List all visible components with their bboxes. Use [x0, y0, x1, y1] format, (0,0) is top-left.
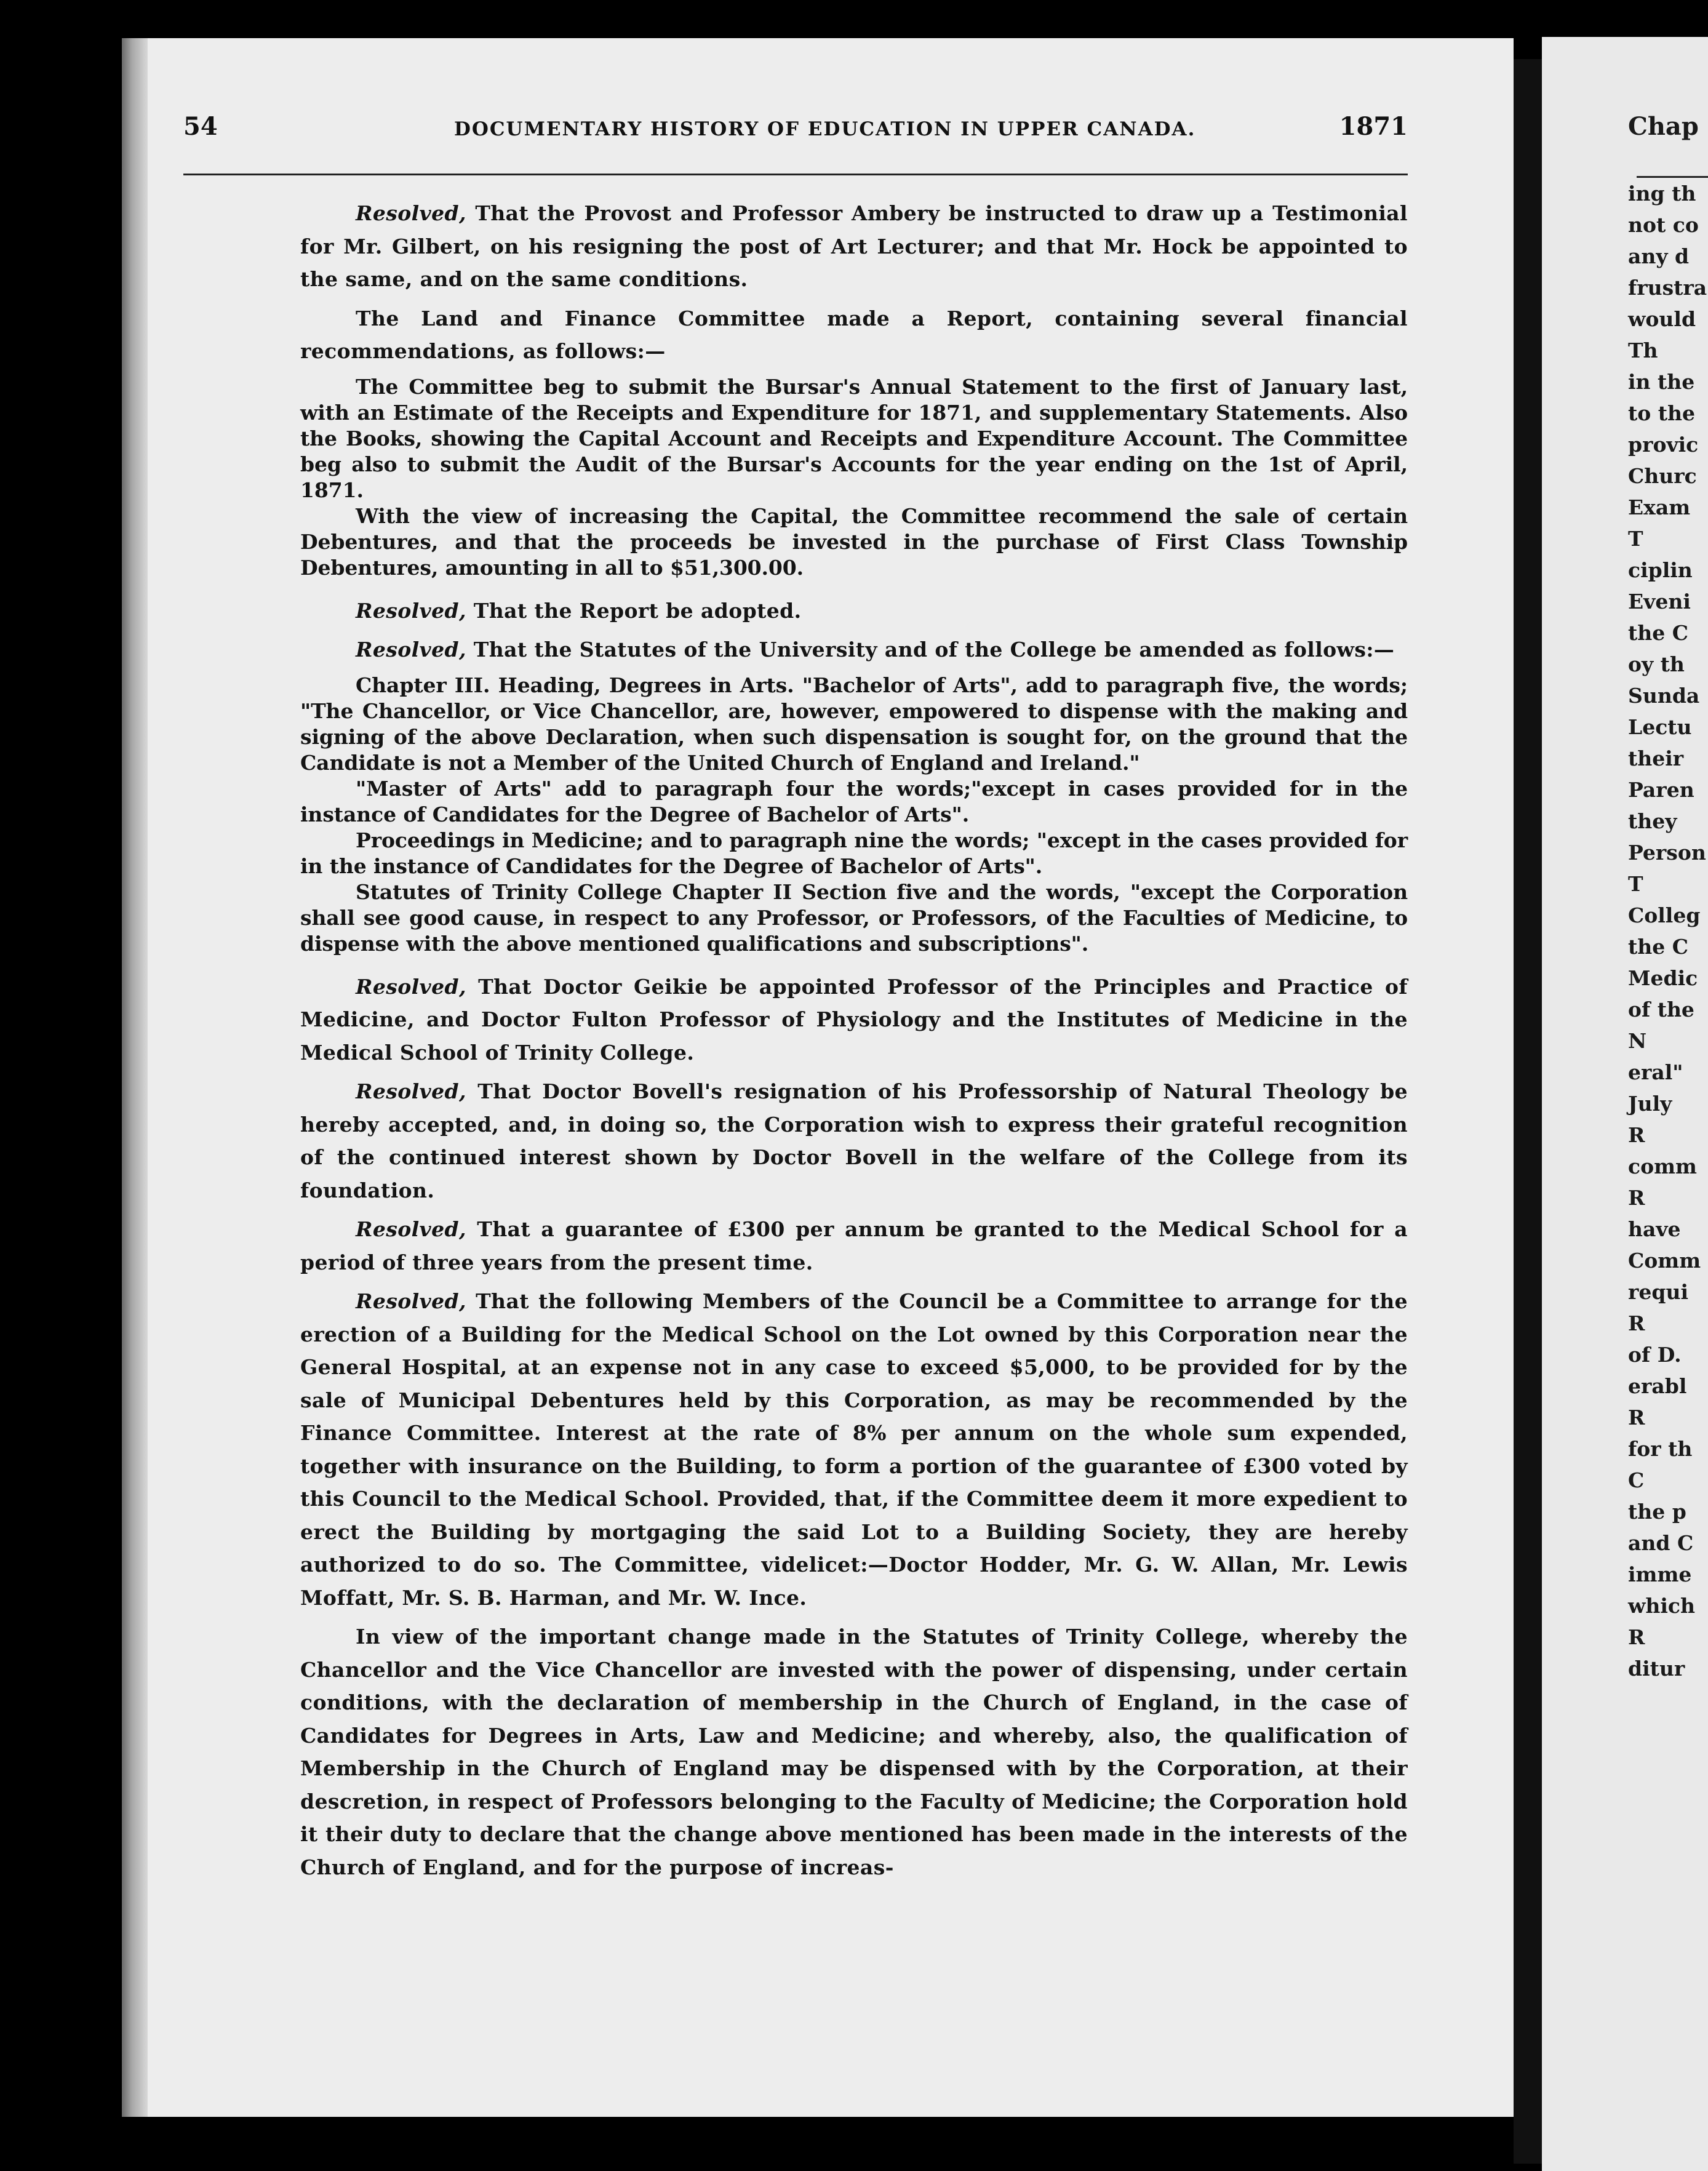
header-rule: [183, 174, 1408, 175]
page-gutter-shadow: [122, 38, 148, 2117]
paragraph: [300, 1213, 1408, 1279]
quoted-paragraph: [300, 879, 1408, 957]
right-page-line: eral": [1628, 1060, 1683, 1084]
right-page-line: to the: [1628, 401, 1695, 425]
page-number: 54: [183, 112, 218, 141]
right-page-line: in the: [1628, 370, 1695, 394]
right-page-header: Chap: [1628, 112, 1699, 141]
right-page-line: requi: [1628, 1280, 1688, 1304]
right-page-line: for th: [1628, 1437, 1693, 1461]
paragraph-text: Proceedings in Medicine; and to paragraph nine the words; "except in the cases provided for in the instance of Candidates for the Degree of Bachelor of Arts".: [300, 828, 1408, 878]
right-page-line: R: [1628, 1405, 1645, 1429]
paragraph-text: That the Provost and Professor Ambery be instructed to draw up a Testimonial for Mr. Gilbert, on his resigning the post of Art Lecturer; and that Mr. Hock be appointed to the same, and on the same conditions.: [300, 201, 1408, 291]
right-page-line: Th: [1628, 338, 1658, 362]
right-page-line: Eveni: [1628, 590, 1691, 614]
page-body: [300, 197, 1408, 1890]
right-page-line: Colleg: [1628, 903, 1701, 927]
right-page-line: not co: [1628, 213, 1699, 237]
paragraph: [300, 970, 1408, 1070]
right-page-line: they: [1628, 809, 1677, 833]
paragraph: [300, 1620, 1408, 1884]
paragraph-text: That Doctor Geikie be appointed Professor of the Principles and Practice of Medicine, and Doctor Fulton Professor of Physiology and the Institutes of Medicine in the Medical School of Trinity College.: [300, 974, 1408, 1065]
quoted-paragraph: [300, 374, 1408, 503]
quoted-paragraph: [300, 776, 1408, 828]
right-page-line: R: [1628, 1123, 1645, 1147]
resolved-lead: Resolved,: [356, 1289, 466, 1313]
right-page-line: erabl: [1628, 1374, 1687, 1398]
resolved-lead: Resolved,: [356, 201, 466, 225]
paragraph-text: That Doctor Bovell's resignation of his Professorship of Natural Theology be hereby accepted, and, in doing so, the Corporation wish to express their grateful recognition of the continued interest shown by Doctor Bovell in the welfare of the College from its foundation.: [300, 1079, 1408, 1202]
right-page-line: Paren: [1628, 778, 1694, 802]
paragraph-text: With the view of increasing the Capital, the Committee recommend the sale of certain Debentures, and that the proceeds be invested in the purchase of First Class Township Debentures, amounting in all to $51,300.00.: [300, 503, 1408, 580]
quoted-paragraph: [300, 503, 1408, 581]
right-page-line: C: [1628, 1468, 1645, 1492]
paragraph-text: The Committee beg to submit the Bursar's Annual Statement to the first of January last, with an Estimate of the Receipts and Expenditure for 1871, and supplementary Statements. Also the Books, showing the Capital Account and Receipts and Expenditure Account. The Committee beg also to submit the Audit of the Bursar's Accounts for the year ending on the 1st of April, 1871.: [300, 374, 1408, 502]
paragraph: [300, 1285, 1408, 1614]
right-page-line: R: [1628, 1625, 1645, 1649]
right-page-line: and C: [1628, 1531, 1694, 1555]
right-page-line: would: [1628, 307, 1696, 331]
right-page-line: Exam: [1628, 495, 1691, 519]
paragraph-text: That the Report be adopted.: [466, 598, 802, 623]
right-page-line: provic: [1628, 433, 1699, 457]
right-page-line: Lectu: [1628, 715, 1692, 739]
paragraph-text: The Land and Finance Committee made a Report, containing several financial recommendations, as follows:—: [300, 306, 1408, 363]
right-page-line: their: [1628, 746, 1684, 770]
resolved-lead: Resolved,: [356, 974, 466, 999]
book-spine: [1514, 59, 1542, 2164]
resolved-lead: Resolved,: [356, 638, 466, 662]
header-year: 1871: [1339, 112, 1408, 141]
right-page-line: R: [1628, 1186, 1645, 1210]
paragraph: [300, 1075, 1408, 1207]
right-page-line: of D.: [1628, 1343, 1682, 1367]
paragraph: [300, 197, 1408, 296]
right-page-line: of the: [1628, 998, 1694, 1022]
right-page-line: the C: [1628, 935, 1688, 959]
quoted-paragraph: [300, 828, 1408, 879]
right-page-line: which: [1628, 1594, 1696, 1618]
right-page-line: comm: [1628, 1154, 1697, 1178]
paragraph-text: Statutes of Trinity College Chapter II Section five and the words, "except the Corporation shall see good cause, in respect to any Professor, or Professors, of the Faculties of Medicine, to dispense with the above mentioned qualifications and subscriptions".: [300, 879, 1408, 956]
paragraph-text: In view of the important change made in the Statutes of Trinity College, whereby the Chancellor and the Vice Chancellor are invested with the power of dispensing, under certain conditions, with the declaration of membership in the Church of England, in the case of Candidates for Degrees in Arts, Law and Medicine; and whereby, also, the qualification of Membership in the Church of England may be dispensed with by the Corporation, at their descretion, in respect of Professors belonging to the Faculty of Medicine; the Corporation hold it their duty to declare that the change above mentioned has been made in the interests of the Church of England, and for the purpose of increas-: [300, 1625, 1408, 1879]
paragraph-text: "Master of Arts" add to paragraph four the words;"except in cases provided for in the instance of Candidates for the Degree of Bachelor of Arts".: [300, 776, 1408, 826]
paragraph-text: That the Statutes of the University and of the College be amended as follows:—: [466, 638, 1395, 662]
right-page-text: [1628, 112, 1708, 1684]
right-page-line: the p: [1628, 1500, 1686, 1524]
resolved-lead: Resolved,: [356, 1217, 466, 1241]
right-page-line: ing th: [1628, 182, 1696, 206]
right-page-line: Comm: [1628, 1249, 1701, 1273]
right-page-line: any d: [1628, 244, 1690, 268]
paragraph: [300, 594, 1408, 628]
right-page-line: N: [1628, 1029, 1647, 1053]
right-page-line: the C: [1628, 621, 1688, 645]
right-page-line: Medic: [1628, 966, 1698, 990]
right-page-line: Sunda: [1628, 684, 1700, 708]
right-page-line: July: [1628, 1092, 1672, 1116]
right-page-line: Churc: [1628, 464, 1697, 488]
page-header: [183, 112, 1408, 149]
running-title: DOCUMENTARY HISTORY OF EDUCATION IN UPPER CANADA.: [454, 118, 1196, 140]
paragraph-text: Chapter III. Heading, Degrees in Arts. "Bachelor of Arts", add to paragraph five, the words; "The Chancellor, or Vice Chancellor, are, however, empowered to dispense with the making and signing of the above Declaration, when such dispensation is sought for, on the ground that the Candidate is not a Member of the United Church of England and Ireland.": [300, 673, 1408, 775]
right-page-line: ciplin: [1628, 558, 1693, 582]
quoted-paragraph: [300, 673, 1408, 776]
resolved-lead: Resolved,: [356, 1079, 466, 1103]
paragraph: [300, 302, 1408, 368]
paragraph-text: That a guarantee of £300 per annum be granted to the Medical School for a period of three years from the present time.: [300, 1217, 1408, 1274]
right-page-line: oy th: [1628, 652, 1685, 676]
right-page-line: frustra: [1628, 276, 1707, 300]
right-page-line: R: [1628, 1311, 1645, 1335]
right-page-line: have: [1628, 1217, 1681, 1241]
right-page-line: imme: [1628, 1562, 1692, 1586]
resolved-lead: Resolved,: [356, 598, 466, 623]
right-page-line: ditur: [1628, 1657, 1685, 1681]
right-page-line: T: [1628, 527, 1643, 551]
paragraph: [300, 633, 1408, 666]
paragraph-text: That the following Members of the Council be a Committee to arrange for the erection of a Building for the Medical School on the Lot owned by this Corporation near the General Hospital, at an expense not in any case to exceed $5,000, to be provided for by the sale of Municipal Debentures held by this Corporation, as may be recommended by the Finance Committee. Interest at the rate of 8% per annum on the whole sum expended, together with insurance on the Building, to form a portion of the guarantee of £300 voted by this Council to the Medical School. Provided, that, if the Committee deem it more expedient to erect the Building by mortgaging the said Lot to a Building Society, they are hereby authorized to do so. The Committee, videlicet:—Doctor Hodder, Mr. G. W. Allan, Mr. Lewis Moffatt, Mr. S. B. Harman, and Mr. W. Ince.: [300, 1289, 1408, 1610]
right-page-line: Person: [1628, 841, 1706, 865]
right-page-line: T: [1628, 872, 1643, 896]
